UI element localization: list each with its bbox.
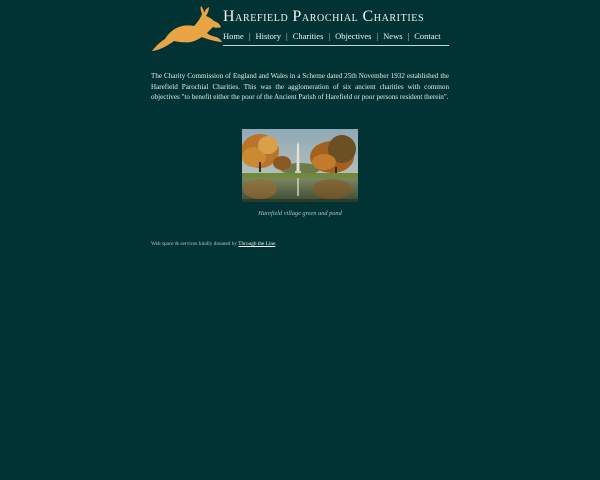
nav-history[interactable]: History [255,31,281,41]
site-title: Harefield Parochial Charities [223,8,425,25]
nav-home[interactable]: Home [223,31,244,41]
nav-objectives[interactable]: Objectives [335,31,372,41]
nav-separator: | [407,31,410,41]
footer-link[interactable]: Through the Line [238,241,276,247]
nav-contact[interactable]: Contact [414,31,441,41]
intro-paragraph: The Charity Commission of England and Wales in a Scheme dated 25th November 1932 established the Harefield Parochial Charities. This was the agglomeration of six ancient charities with common objectives "to benefit either the poor of the Ancient Parish of Harefield or poor persons resident therein". [151,72,449,102]
footer [151,241,451,247]
nav-separator: | [248,31,251,41]
leaping-hare-icon[interactable] [151,5,223,53]
main-nav [223,31,449,46]
village-green-photo [242,129,358,202]
nav-separator: | [285,31,288,41]
nav-separator: | [328,31,331,41]
nav-news[interactable]: News [383,31,403,41]
footer-end: . [275,241,277,247]
nav-separator: | [376,31,379,41]
nav-charities[interactable]: Charities [292,31,324,41]
footer-text: Web space & services kindly donated by [151,241,239,247]
photo-caption: Harefield village green and pond [258,210,342,217]
